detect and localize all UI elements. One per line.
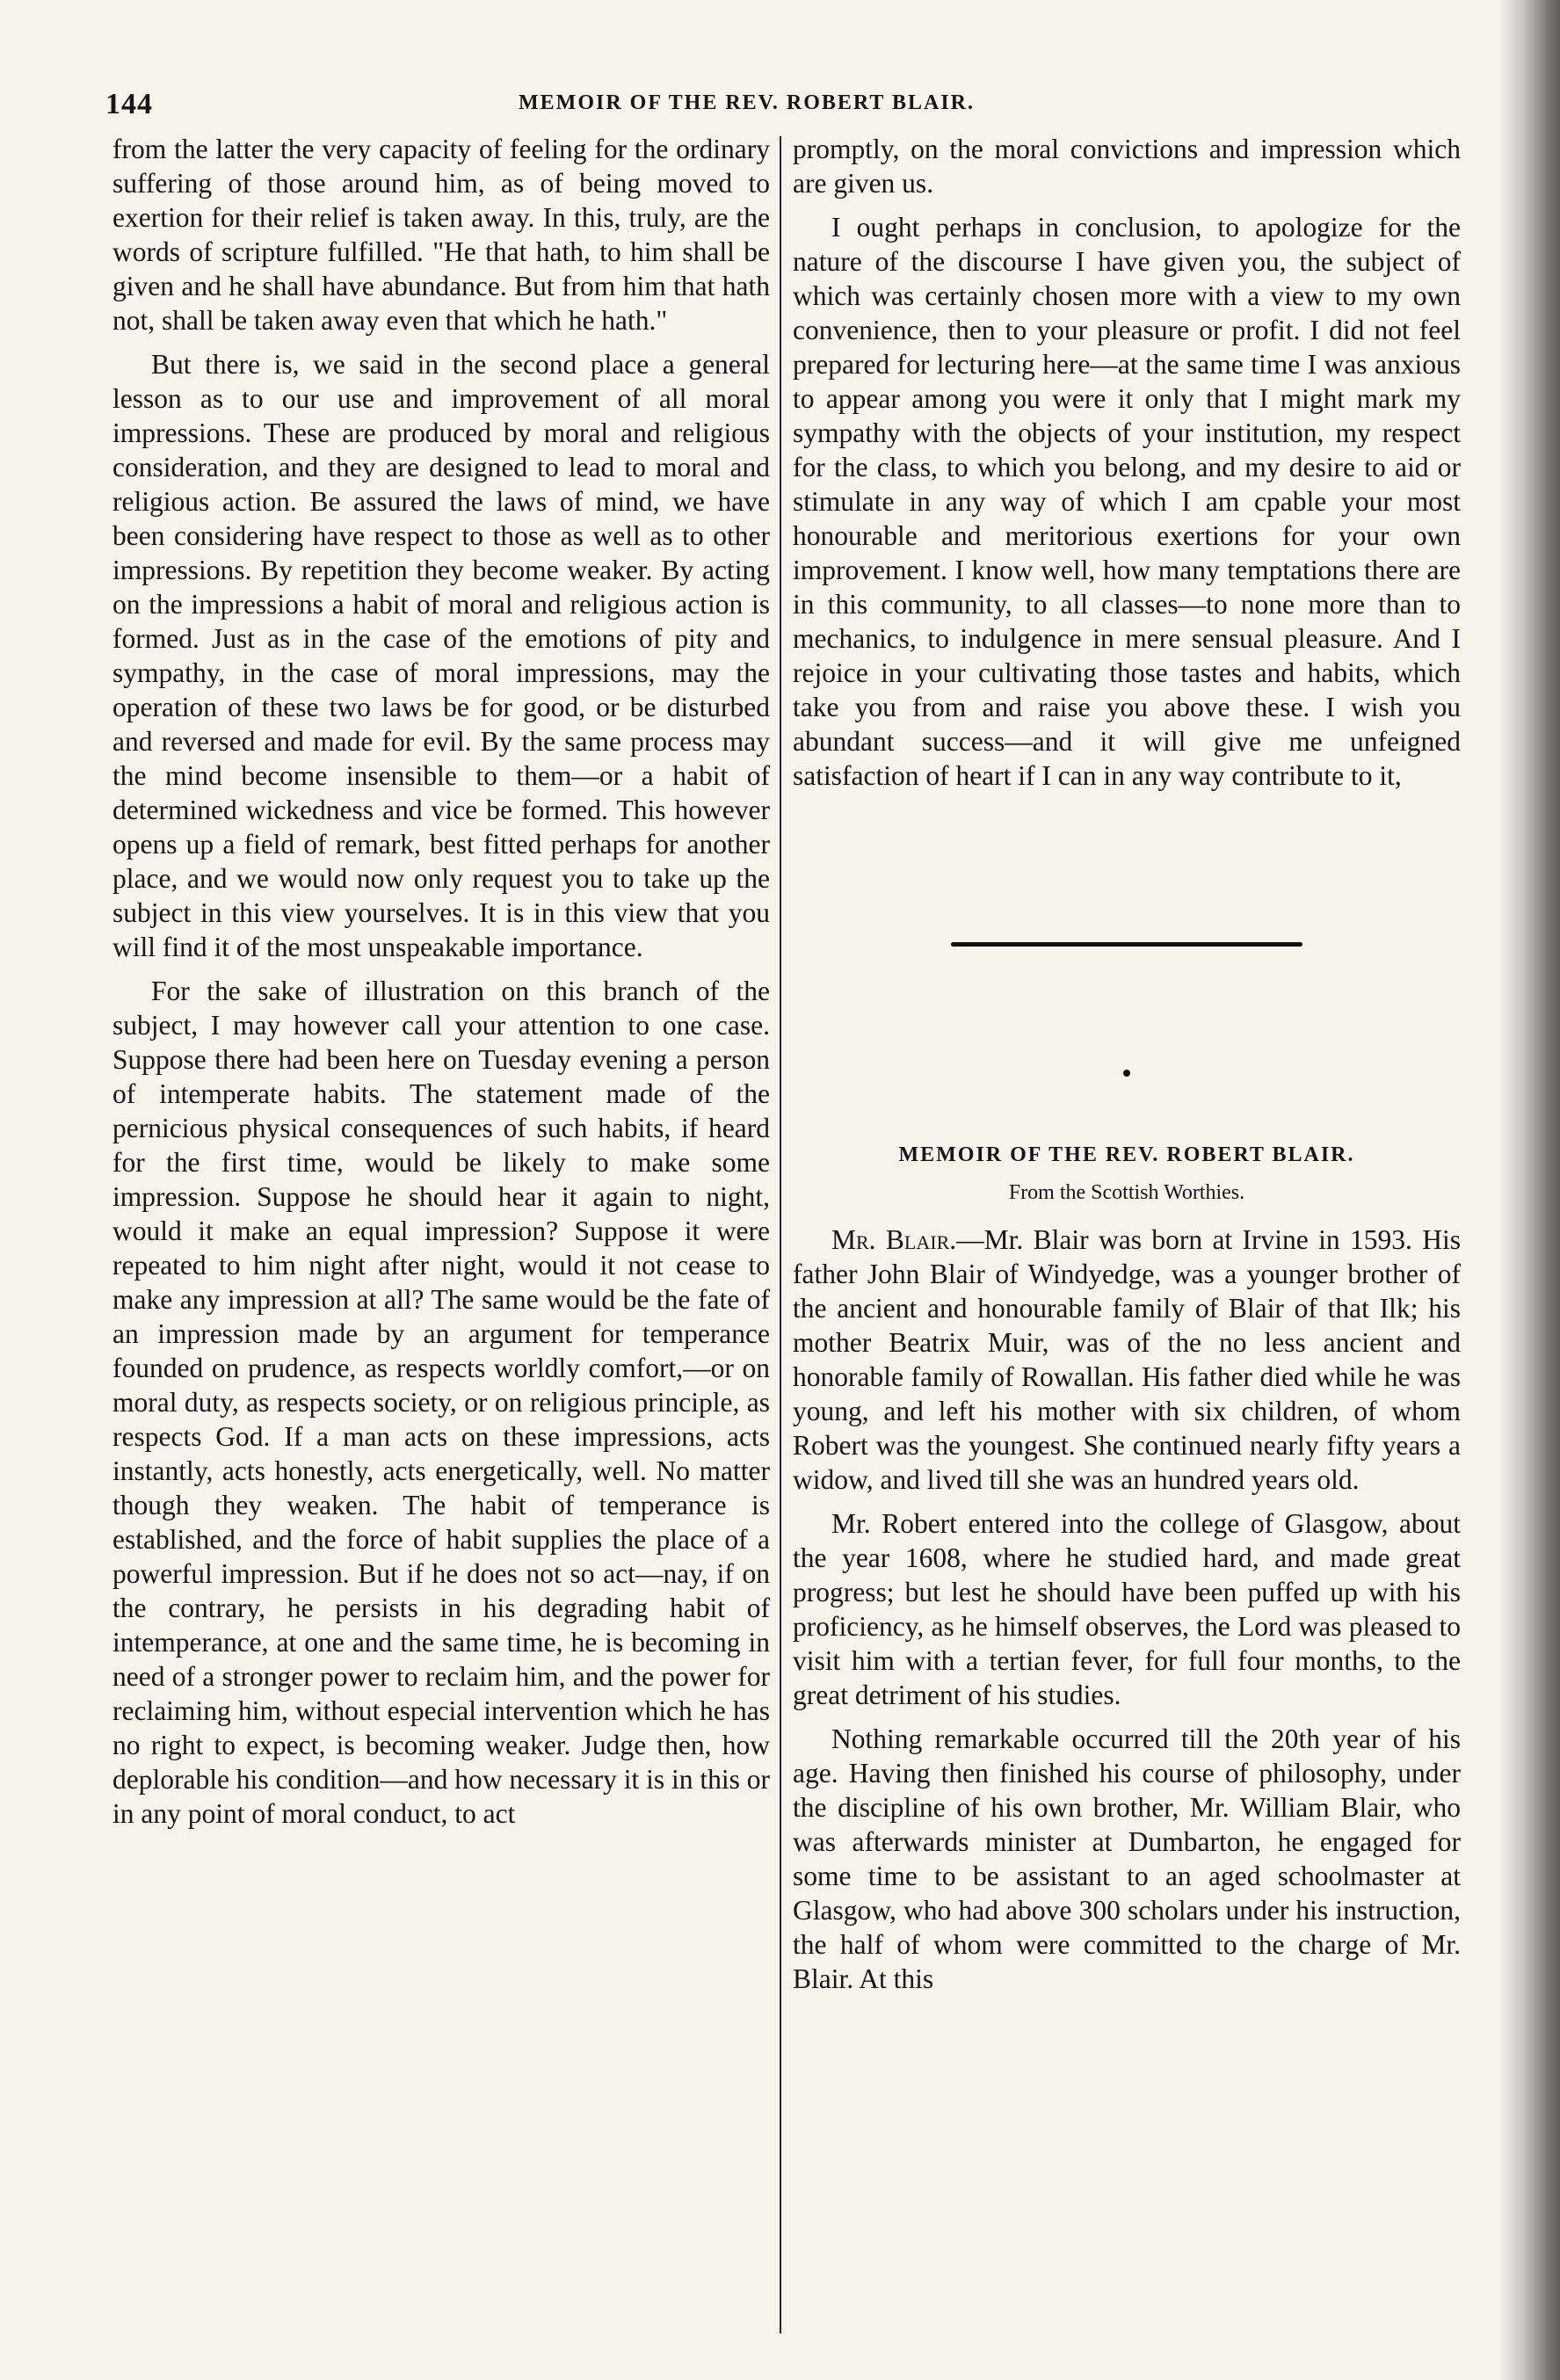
- memoir-title: MEMOIR OF THE REV. ROBERT BLAIR.: [898, 1143, 1355, 1166]
- paragraph: Mr. Robert entered into the college of Glasgow, about the year 1608, where he studied hard, and made great progress; but lest he should have been puffed up with his proficiency, as he himself observes, the Lord was pleased to visit him with a tertian fever, for full four months, to the great detriment of his studies.: [793, 1508, 1461, 1710]
- paragraph-text: —Mr. Blair was born at Irvine in 1593. His father John Blair of Windyedge, was a younger brother of the ancient and honourable family of Blair of that Ilk; his mother Beatrix Muir, was of the no less ancient and honorable family of Rowallan. His father died while he was young, and left his mother with six children, of whom Robert was the youngest. She continued nearly fifty years a widow, and lived till she was an hundred years old.: [793, 1224, 1461, 1495]
- lead-in: Mr. Blair.: [831, 1224, 957, 1255]
- page-edge-shadow: [1498, 0, 1560, 2380]
- paragraph: But there is, we said in the second place a general lesson as to our use and improvement of all moral impressions. These are produced by moral and religious consideration, and they are designed to lead to moral and religious action. Be assured the laws of mind, we have been considering have respect to those as well as to other impressions. By repetition they become weaker. By acting on the impressions a habit of moral and religious action is formed. Just as in the case of the emotions of pity and sympathy, in the case of moral impressions, may the operation of these two laws be for good, or be disturbed and reversed and made for evil. By the same process may the mind become insensible to them—or a habit of determined wickedness and vice be formed. This however opens up a field of remark, best fitted perhaps for another place, and we would now only request you to take up the subject in this view yourselves. It is in this view that you will find it of the most unspeakable importance.: [112, 349, 770, 962]
- ornament-dot: [1123, 1070, 1130, 1077]
- running-title: MEMOIR OF THE REV. ROBERT BLAIR.: [519, 91, 976, 114]
- paragraph: [793, 1223, 1461, 1497]
- memoir-subtitle: From the Scottish Worthies.: [1008, 1181, 1245, 1204]
- paragraph: promptly, on the moral convictions and impression which are given us.: [793, 134, 1461, 199]
- paragraph: from the latter the very capacity of feeling for the ordinary suffering of those around him, as of being moved to exertion for their relief is taken away. In this, truly, are the words of scripture fulfilled. "He that hath, to him shall be given and he shall have abundance. But from him that hath not, shall be taken away even that which he hath.": [112, 134, 770, 336]
- page-number: 144: [105, 88, 153, 120]
- section-rule: [951, 942, 1302, 947]
- right-column: [793, 132, 1461, 2338]
- page-header: [105, 88, 1477, 128]
- paragraph: I ought perhaps in conclusion, to apologize for the nature of the discourse I have given you, the subject of which was certainly chosen more with a view to my own convenience, then to your pleasure or profit. I did not feel prepared for lecturing here—at the same time I was anxious to appear among you were it only that I might mark my sympathy with the objects of your institution, my respect for the class, to which you belong, and my desire to aid or stimulate in any way of which I am cpable your most honourable and meritorious exertions for your own improvement. I know well, how many temptations there are in this community, to all classes—to none more than to mechanics, to indulgence in mere sensual pleasure. And I rejoice in your cultivating those tastes and habits, which take you from and raise you above these. I wish you abundant success—and it will give me unfeigned satisfaction of heart if I can in any way contribute to it,: [793, 212, 1461, 791]
- column-divider: [780, 136, 781, 2333]
- paragraph: Nothing remarkable occurred till the 20th year of his age. Having then finished his course of philosophy, under the discipline of his own brother, Mr. William Blair, who was afterwards minister at Dumbarton, he engaged for some time to be assistant to an aged schoolmaster at Glasgow, who had above 300 scholars under his instruction, the half of whom were committed to the charge of Mr. Blair. At this: [793, 1723, 1461, 1994]
- left-column: [112, 132, 770, 2338]
- paragraph: For the sake of illustration on this branch of the subject, I may however call your attention to one case. Suppose there had been here on Tuesday evening a person of intemperate habits. The statement made of the pernicious physical consequences of such habits, if heard for the first time, would be likely to make some impression. Suppose he should hear it again to night, would it make an equal impression? Suppose it were repeated to him night after night, would it not cease to make any impression at all? The same would be the fate of an impression made by an argument for temperance founded on prudence, as respects worldly comfort,—or on moral duty, as respects society, or on religious principle, as respects God. If a man acts on these impressions, acts instantly, acts honestly, acts energetically, well. No matter though they weaken. The habit of temperance is established, and the force of habit supplies the place of a powerful impression. But if he does not so act—nay, if on the contrary, he persists in his degrading habit of intemperance, at one and the same time, he is becoming in need of a stronger power to reclaim him, and the power for reclaiming him, without especial intervention which he has no right to expect, is becoming weaker. Judge then, how deplorable his condition—and how necessary it is in this or in any point of moral conduct, to act: [112, 976, 770, 1829]
